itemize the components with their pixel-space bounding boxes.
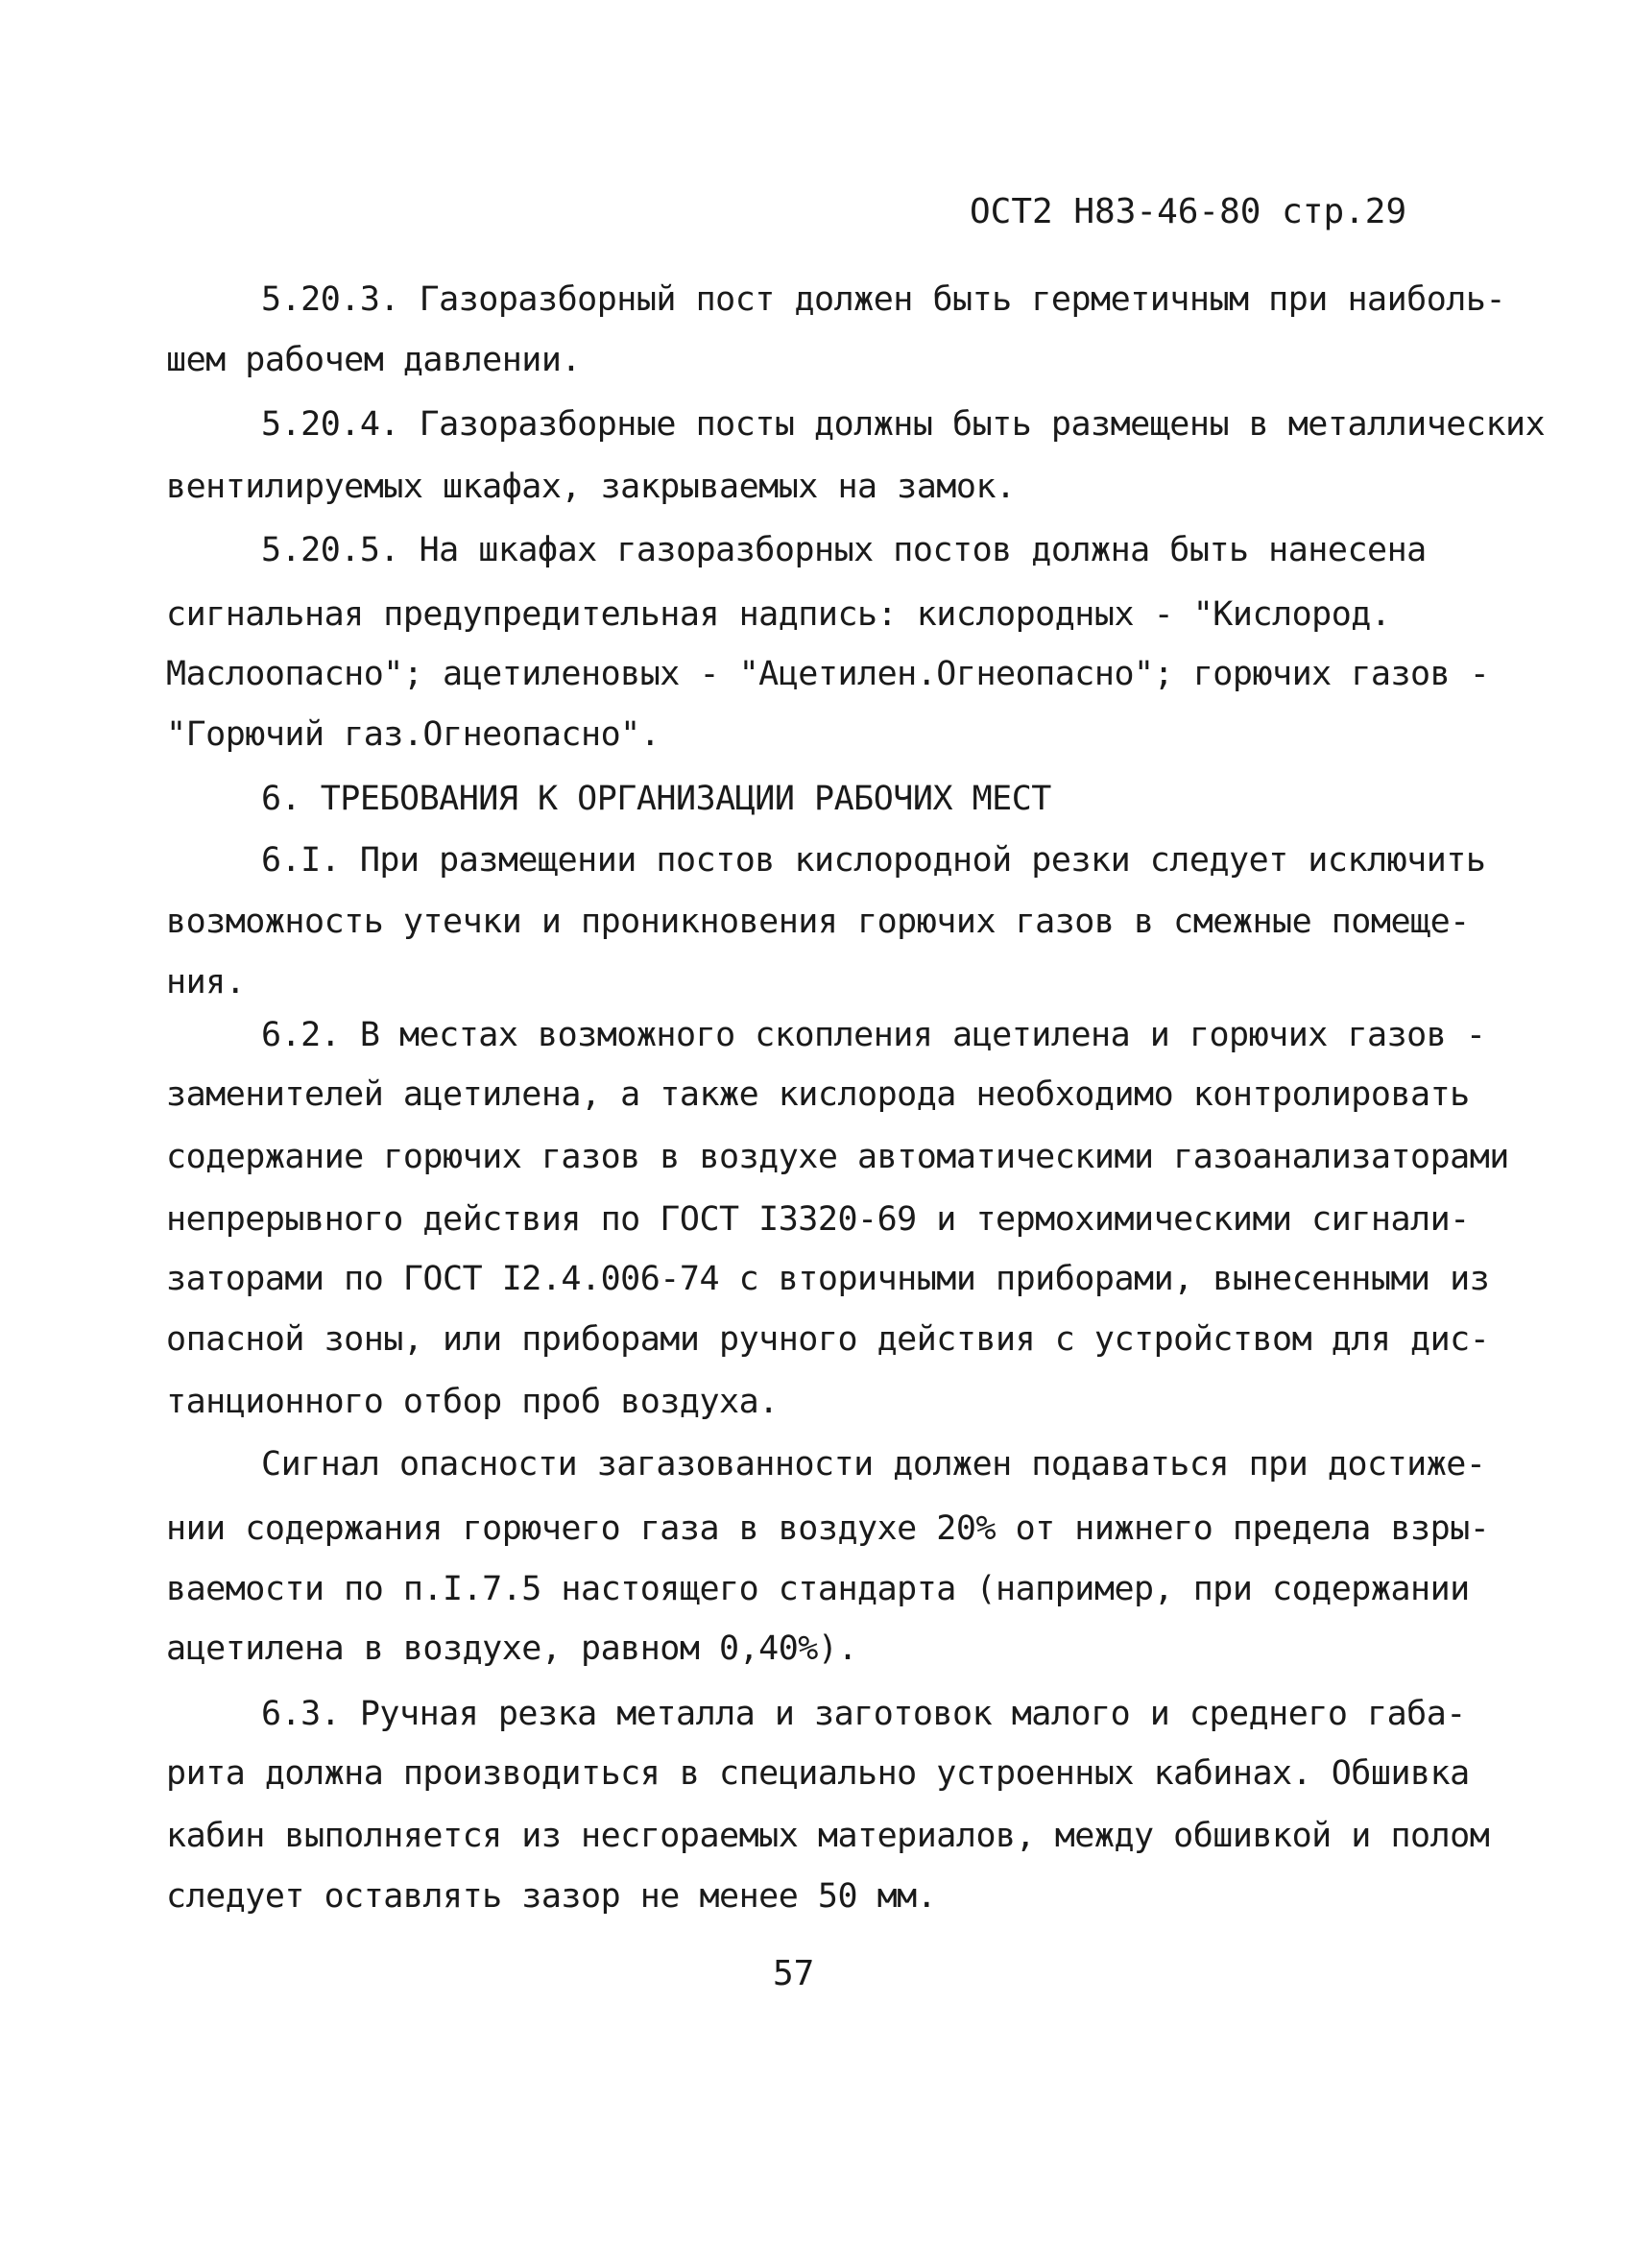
text-line: возможность утечки и проникновения горючих газов в смежные помеще- bbox=[166, 903, 1470, 941]
text-line: Маслоопасно"; ацетиленовых - "Ацетилен.Огнеопасно"; горючих газов - bbox=[166, 655, 1490, 693]
text-line: следует оставлять зазор не менее 50 мм. bbox=[166, 1877, 937, 1916]
text-line: опасной зоны, или приборами ручного действия с устройством для дис- bbox=[166, 1320, 1490, 1359]
text-line: ацетилена в воздухе, равном 0,40%). bbox=[166, 1629, 858, 1668]
text-line: вентилируемых шкафах, закрываемых на замок. bbox=[166, 468, 1016, 506]
text-line: непрерывного действия по ГОСТ I3320-69 и термохимическими сигнали- bbox=[166, 1200, 1470, 1239]
text-line: танционного отбор проб воздуха. bbox=[166, 1383, 779, 1421]
page-number: 57 bbox=[773, 1954, 815, 1993]
text-line: сигнальная предупредительная надпись: кислородных - "Кислород. bbox=[166, 595, 1391, 634]
text-line: 6.2. В местах возможного скопления ацетилена и горючих газов - bbox=[261, 1016, 1486, 1054]
text-line: кабин выполняется из несгораемых материалов, между обшивкой и полом bbox=[166, 1817, 1490, 1855]
text-line: заменителей ацетилена, а также кислорода необходимо контролировать bbox=[166, 1075, 1470, 1114]
text-line: 6.I. При размещении постов кислородной резки следует исключить bbox=[261, 841, 1486, 880]
text-line: рита должна производиться в специально устроенных кабинах. Обшивка bbox=[166, 1754, 1470, 1793]
document-header: ОСТ2 Н83-46-80 стр.29 bbox=[970, 192, 1407, 231]
text-line: "Горючий газ.Огнеопасно". bbox=[166, 715, 660, 754]
section-heading: 6. ТРЕБОВАНИЯ К ОРГАНИЗАЦИИ РАБОЧИХ МЕСТ bbox=[261, 780, 1051, 818]
text-line: 5.20.4. Газоразборные посты должны быть размещены в металлических bbox=[261, 405, 1546, 444]
text-line: заторами по ГОСТ I2.4.006-74 с вторичными приборами, вынесенными из bbox=[166, 1260, 1490, 1298]
text-line: нии содержания горючего газа в воздухе 20% от нижнего предела взры- bbox=[166, 1509, 1490, 1548]
text-line: 6.3. Ручная резка металла и заготовок малого и среднего габа- bbox=[261, 1695, 1466, 1733]
text-line: содержание горючих газов в воздухе автоматическими газоанализаторами bbox=[166, 1138, 1509, 1176]
text-line: ния. bbox=[166, 963, 246, 1001]
text-line: 5.20.5. На шкафах газоразборных постов должна быть нанесена bbox=[261, 531, 1427, 569]
text-line: ваемости по п.I.7.5 настоящего стандарта (например, при содержании bbox=[166, 1570, 1470, 1608]
text-line: 5.20.3. Газоразборный пост должен быть герметичным при наиболь- bbox=[261, 280, 1506, 319]
text-line: Сигнал опасности загазованности должен подаваться при достиже- bbox=[261, 1445, 1486, 1484]
text-line: шем рабочем давлении. bbox=[166, 341, 582, 379]
